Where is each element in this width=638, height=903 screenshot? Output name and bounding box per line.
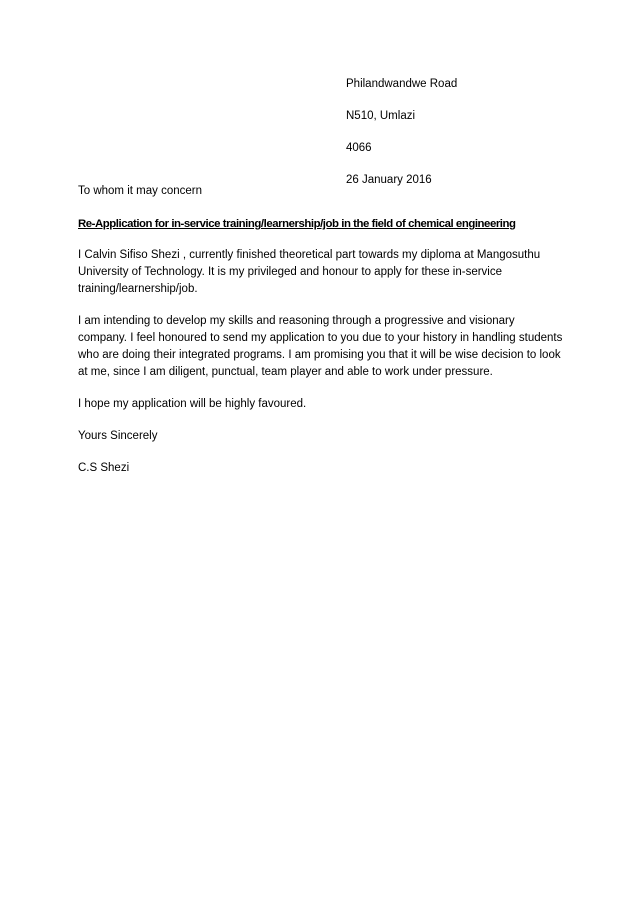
salutation: To whom it may concern [78,185,202,197]
address-street: Philandwandwe Road [346,78,458,90]
subject-line: Re-Application for in-service training/learnership/job in the field of chemical engineering [78,218,516,230]
letter-date: 26 January 2016 [346,174,432,186]
paragraph-motivation: I am intending to develop my skills and reasoning through a progressive and visionary company. I feel honoured to send my application to you due to your history in handling students who are doing their integrated programs. I am promising you that it will be wise decision to look at me, since I am diligent, punctual, team player and able to work under pressure. [78,315,563,378]
paragraph-hope: I hope my application will be highly favoured. [78,398,307,410]
address-postal-code: 4066 [346,142,372,154]
address-unit-area: N510, Umlazi [346,110,416,122]
closing: Yours Sincerely [78,430,158,442]
paragraph-introduction: I Calvin Sifiso Shezi , currently finished theoretical part towards my diploma at Mangosuthu University of Technology. It is my privileged and honour to apply for these in-service training/learnership/job. [78,249,541,295]
letter-body [78,183,566,492]
signature-name: C.S Shezi [78,462,130,474]
